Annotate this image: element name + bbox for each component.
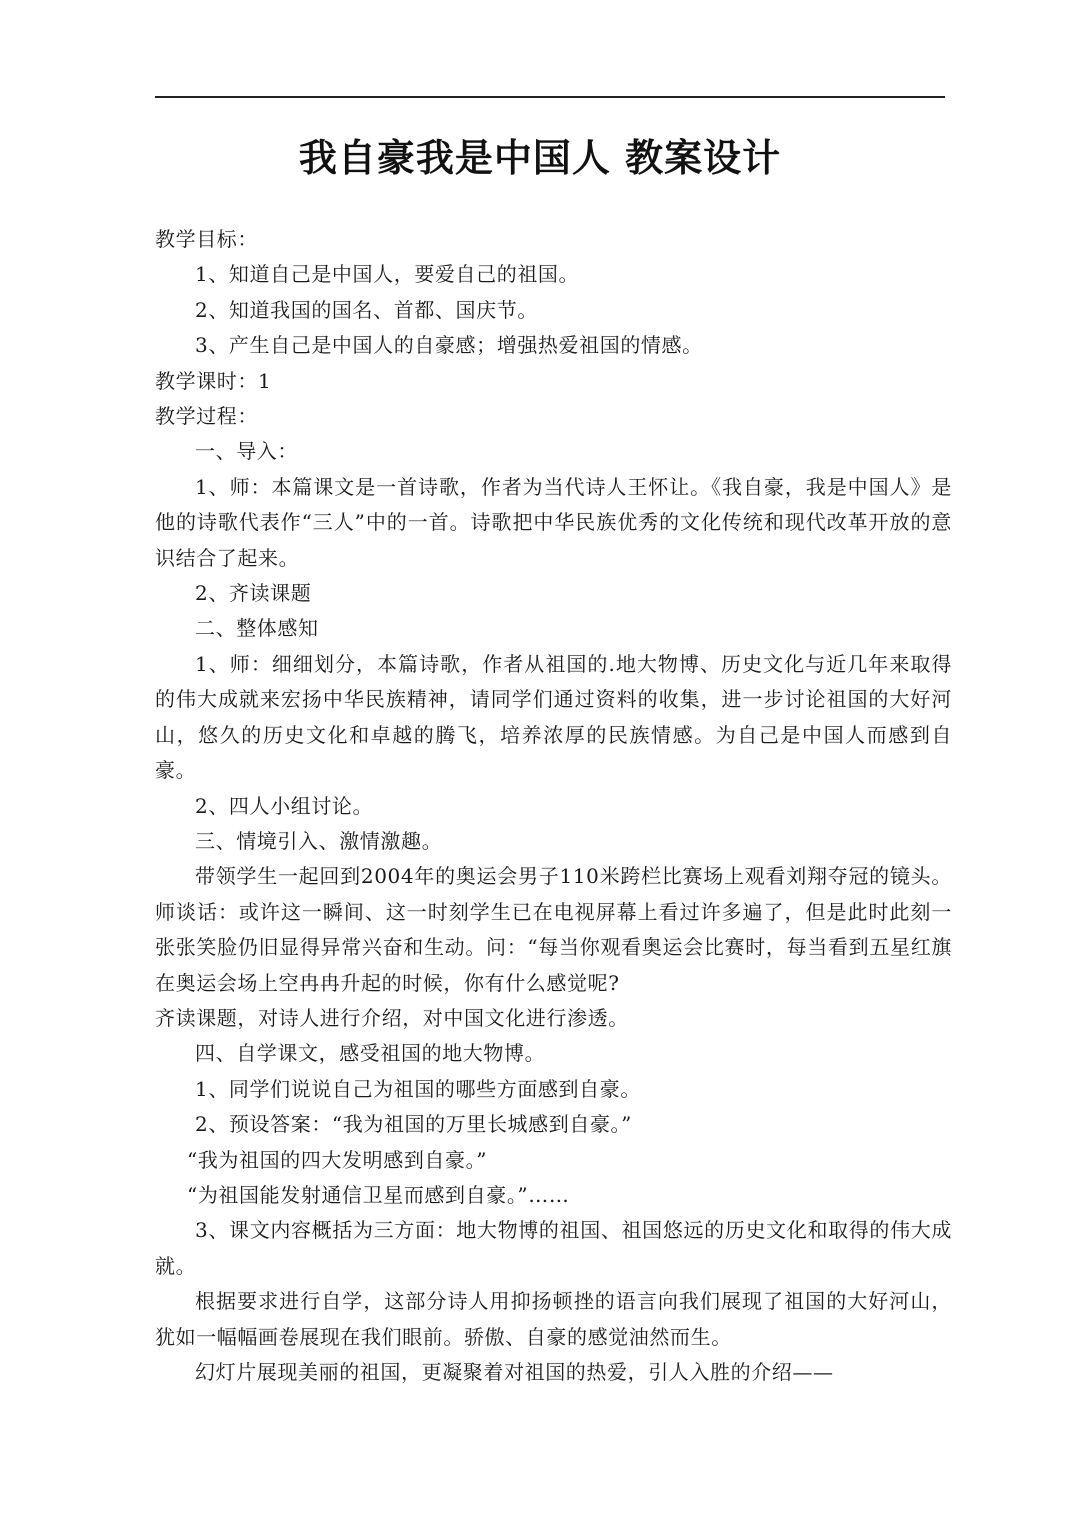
paragraph: 2、知道我国的国名、首都、国庆节。	[195, 297, 538, 322]
paragraph: 教学课时：1	[155, 368, 272, 393]
paragraph: 三、情境引入、激情激趣。	[195, 828, 443, 853]
header-rule	[155, 96, 945, 98]
document-body	[155, 222, 952, 1390]
paragraph: 1、知道自己是中国人，要爱自己的祖国。	[195, 262, 580, 287]
paragraph: “为祖国能发射通信卫星而感到自豪。”……	[187, 1182, 570, 1207]
paragraph: 齐读课题，对诗人进行介绍，对中国文化进行渗透。	[155, 1005, 629, 1030]
paragraph: 2、四人小组讨论。	[195, 793, 374, 818]
paragraph: 根据要求进行自学，这部分诗人用抑扬顿挫的语言向我们展现了祖国的大好河山，犹如一幅幅画卷展现在我们眼前。骄傲、自豪的感觉油然而生。	[155, 1289, 952, 1349]
paragraph: 1、师：细细划分，本篇诗歌，作者从祖国的.地大物博、历史文化与近几年来取得的伟大成就来宏扬中华民族精神，请同学们通过资料的收集，进一步讨论祖国的大好河山，悠久的历史文化和卓越的腾飞，培养浓厚的民族情感。为自己是中国人而感到自豪。	[155, 651, 952, 783]
paragraph: 一、导入：	[195, 439, 298, 464]
paragraph: 教学目标：	[155, 227, 258, 251]
paragraph: 3、课文内容概括为三方面：地大物博的祖国、祖国悠远的历史文化和取得的伟大成就。	[155, 1218, 952, 1278]
paragraph: 带领学生一起回到2004年的奥运会男子110米跨栏比赛场上观看刘翔夺冠的镜头。师谈话：或许这一瞬间、这一时刻学生已在电视屏幕上看过许多遍了，但是此时此刻一张张笑脸仍旧显得异常兴奋和生动。问：“每当你观看奥运会比赛时，每当看到五星红旗在奥运会场上空冉冉升起的时候，你有什么感觉呢?	[155, 864, 952, 995]
paragraph: 1、同学们说说自己为祖国的哪些方面感到自豪。	[195, 1076, 641, 1101]
page-title: 我自豪我是中国人 教案设计	[298, 136, 782, 180]
paragraph: 1、师：本篇课文是一首诗歌，作者为当代诗人王怀让。《我自豪，我是中国人》是他的诗歌代表作“三人”中的一首。诗歌把中华民族优秀的文化传统和现代改革开放的意识结合了起来。	[155, 474, 952, 570]
paragraph: 3、产生自己是中国人的自豪感；增强热爱祖国的情感。	[195, 333, 703, 358]
paragraph: 2、预设答案：“我为祖国的万里长城感到自豪。”	[195, 1112, 632, 1137]
paragraph: “我为祖国的四大发明感到自豪。”	[187, 1147, 488, 1172]
paragraph: 二、整体感知	[195, 616, 319, 641]
paragraph: 2、齐读课题	[195, 581, 312, 606]
paragraph: 四、自学课文，感受祖国的地大物博。	[195, 1041, 546, 1066]
paragraph: 教学过程：	[155, 404, 258, 429]
paragraph: 幻灯片展现美丽的祖国，更凝聚着对祖国的热爱，引人入胜的介绍——	[195, 1360, 834, 1384]
